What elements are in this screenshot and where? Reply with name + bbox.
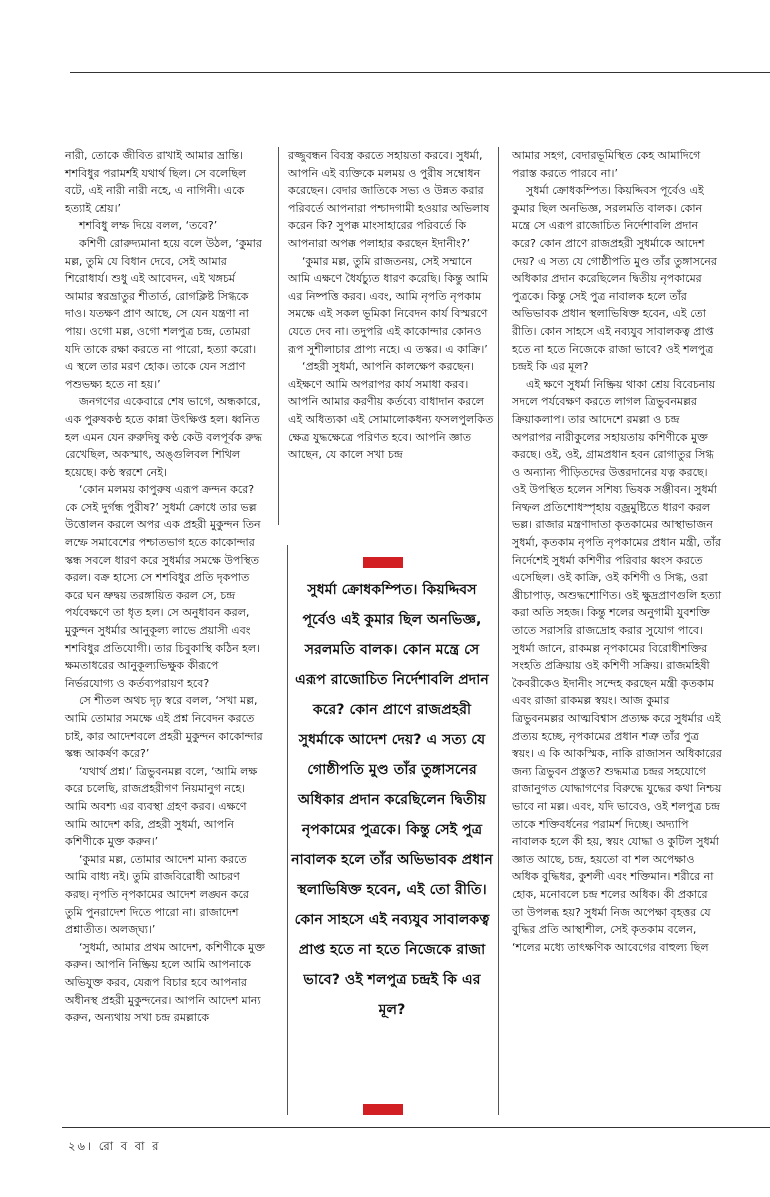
page-footer: ২৬। রো ব বা র xyxy=(68,1139,161,1153)
paragraph: ‘প্রহরী সুধর্মা, আপনি কালক্ষেপ করছেন। এইক্ষণে আমি অপরাপর কার্য সমাধা করব। আপনি আমার করণীয় কর্তব্যে বাধাদান করলে এই অধিত্যকা এই সোমালোকধন্য ফসলপুলকিত ক্ষেত্র যুদ্ধক্ষেত্রে পরিণত হবে। আপনি জ্ঞাত আছেন, যে কালে সখা চন্দ্র xyxy=(288,360,494,462)
paragraph: সে শীতল অথচ দৃঢ় স্বরে বলল, ‘সখা মল্ল, আমি তোমার সমক্ষে এই প্রশ্ন নিবেদন করতে চাই, কার আদেশবলে প্রহরী মুকুন্দন কাকোন্দার স্কন্ধ আকর্ষণ করে?’ xyxy=(65,694,263,761)
paragraph: জনগণের একেবারে শেষ ভাগে, অন্ধকারে, এক পুরুষকণ্ঠ হতে কান্না উৎক্ষিপ্ত হল। ধ্বনিত হল এমন যেন রুরুদিষু কণ্ঠ কেউ বলপূর্বক রুদ্ধ রেখেছিল, অকস্মাৎ, অঙ্গুলিবল শিথিল হয়েছে। কণ্ঠ স্বরশে নেই। xyxy=(65,395,262,479)
column-divider xyxy=(278,147,279,525)
paragraph: রজ্জুবন্ধন বিবস্ত্র করতে সহায়তা করবে। সুধর্মা, আপনি এই ব্যক্তিকে মলময় ও পুরীষ সম্বোধন করেছেন। বেদার জাতিকে সভ্য ও উন্নত করার পরিবর্তে আপনারা পশ্চাদগামী হওয়ার অভিলাষ করেন কি? সুপক্ক মাংসাহারের পরিবর্তে কি আপনারা অপক্ক পলাহার করছেন ইদানীং?’ xyxy=(288,149,490,250)
paragraph: ‘সুধর্মা, আমার প্রথম আদেশ, কশিণীকে মুক্ত করুন। আপনি নিষ্ক্রিয় হলে আমি আপনাকে অভিযুক্ত করব, যেরূপ বিচার হবে আপনার অধীনস্থ প্রহরী মুকুন্দনের। আপনি আদেশ মান্য করুন, অন্যথায় সখা চন্দ্র রমল্লাকে xyxy=(65,940,265,1025)
text-column-3 xyxy=(512,147,722,1122)
pull-quote-bottom-bar xyxy=(363,1104,403,1115)
pull-quote-rule-left xyxy=(287,545,288,1115)
paragraph: শশবিধু লম্ফ দিয়ে বলল, ‘তবে?’ xyxy=(79,219,218,233)
footer-rule xyxy=(62,1127,770,1128)
paragraph: ‘যথার্থ প্রশ্ন।’ ত্রিভুবনমল্ল বলে, ‘আমি লক্ষ করে চলেছি, রাজপ্রহরীগণ নিয়মানুগ নহে। আমি অবশ্য এর ব্যবস্থা গ্রহণ করব। এক্ষণে আমি আদেশ করি, প্রহরী সুধর্মা, আপনি কশিণীকে মুক্ত করুন।’ xyxy=(65,764,258,849)
paragraph: ‘কুমার মল্ল, তোমার আদেশ মান্য করতে আমি বাধ্য নই। তুমি রাজবিরোধী আচরণ করছ। নৃপতি নৃপকামের আদেশ লঙ্ঘন করে তুমি পুনরাদেশ দিতে পারো না। রাজাদেশ প্রশ্নাতীত। অলজ্ঘ্য।’ xyxy=(65,852,249,937)
paragraph: নারী, তোকে জীবিত রাখাই আমার ভ্রান্তি। শশবিধুর পরামর্শই যথার্থ ছিল। সে বলেছিল বটে, এই নারী নারী নহে, এ নাগিনী। একে হত্যাই শ্রেয়।’ xyxy=(65,149,247,215)
column-divider xyxy=(498,147,499,1115)
paragraph: ‘কোন মলময় কাপুরুষ এরূপ ক্রন্দন করে? কে সেই দুর্গন্ধ পুরীষ?’ সুধর্মা ক্রোধে তার ভল্ল উত্তোলন করলে অপর এক প্রহরী মুকুন্দন তিন লম্ফে সমাবেশের পশ্চাতভাগ হতে কাকোন্দার স্কন্ধ সবলে ধারণ করে সুধর্মার সমক্ষে উপস্থিত করল। বক্র হাস্যে সে শশবিধুর প্রতি দৃকপাত করে ঘন ভ্রুদ্বয় তরঙ্গায়িত করল সে, চন্দ্র পর্যবেক্ষণে তা ধৃত হল। সে অনুধাবন করল, মুকুন্দন সুধর্মার আনুকূল্য লাভে প্রয়াসী এবং শশবিধুর প্রতিযোগী। তার চিবুকাস্থি কঠিন হল। ক্ষমতাধরের আনুকূল্যভিক্ষুক কীরূপে নির্ভরযোগ্য ও কর্তব্যপরায়ণ হবে? xyxy=(65,483,261,690)
pull-quote-top-bar xyxy=(363,557,403,568)
paragraph: ‘কুমার মল্ল, তুমি রাজতনয়, সেই সম্মানে আমি এক্ষণে ধৈর্যচ্যুত ধারণ করেছি। কিন্তু আমি এর নিষ্পত্তি করব। এবং, আমি নৃপতি নৃপকাম সমক্ষে এই সকল ভূমিকা নিবেদন কার্য বিস্মরণে যেতে দেব না। তদুপরি এই কাকোন্দার কোনও রূপ সুশীলাচার প্রাপ্য নহে। এ তস্কর। এ কাক্রি।’ xyxy=(288,254,489,356)
paragraph: আমার সহগ, বেদারভূমিস্থিত কেহ আমাদিগে পরাস্ত করতে পারবে না।’ xyxy=(512,149,701,180)
paragraph: এই ক্ষণে সুধর্মা নিষ্ক্রিয় থাকা শ্রেয় বিবেচনায় সদলে পর্যবেক্ষণ করতে লাগল ত্রিভুবনমল্লর ক্রিয়াকলাপ। তার আদেশে রমল্লা ও চন্দ্র অপরাপর নারীকুলের সহায়তায় কশিণীকে মুক্ত করছে। ওই, ওই, গ্রামপ্রধান হবন রোগাতুর সিগ্ধ ও অন্যান্য পীড়িতদের উত্তরদানের যত্ন করছে। ওই উপস্থিত হলেন সশিষ্য ভিষক সঞ্জীবন। সুধর্মা নিষ্ফল প্রতিশোধস্পৃহায় বজ্রমুষ্টিতে ধারণ করল ভল্ল। রাজার মন্ত্রণাদাতা কৃতকামের আস্থাভাজন সুধর্মা, কৃতকাম নৃপতি নৃপকামের প্রধান মন্ত্রী, তাঁর নির্দেশেই সুধর্মা কশিণীর পরিবার ধ্বংস করতে এসেছিল। ওই কাক্রি, ওই কশিণী ও সিগ্ধ, ওরা খ্রীচাপাড়, অশুদ্ধশোণিত। ওই ক্ষুদ্রপ্রাণগুলি হত্যা করা অতি সহজ। কিন্তু শলের অনুগামী যুবশক্তি তাতে সরাসরি রাজদ্রোহ করার সুযোগ পাবে। সুধর্মা জানে, রাকমল্ল নৃপকামের বিরোধীশক্তির সংহতি প্রক্রিয়ায় ওই কশিণী সক্রিয়। রাজমহিষী কৈবরীকেও ইদানীং সন্দেহ করছেন মন্ত্রী কৃতকাম এবং রাজা রাকমল্ল স্বয়ং। আজ কুমার ত্রিভুবনমল্লর আত্মবিশ্বাস প্রত্যক্ষ করে সুধর্মার এই প্রত্যয় হচ্ছে, নৃপকামের প্রধান শত্রু তাঁর পুত্র স্বয়ং। এ কি আকস্মিক, নাকি রাজাসন অধিকারের জন্য ত্রিভুবন প্রস্তুত? শুদ্ধমাত্র চন্দ্রর সহযোগে রাজানুগত যোদ্ধাগণের বিরুদ্ধে যুদ্ধের কথা নিশ্চয় ভাবে না মল্ল। এবং, যদি ভাবেও, ওই শলপুত্র চন্দ্র তাকে শক্তিবর্ধনের পরামর্শ দিচ্ছে। অদ্যাপি নাবালক হলে কী হয়, স্বয়ং যোদ্ধা ও কুটিল সুধর্মা জ্ঞাত আছে, চন্দ্র, হয়তো বা শল অপেক্ষাও অধিক বুদ্ধিধর, কুশলী এবং শক্তিমান। শরীরে না হোক, মনোবলে চন্দ্র শলের অধিক। কী প্রকারে তা উপলব্ধ হয়? সুধর্মা নিজ অপেক্ষা বৃহত্তর যে বুদ্ধির প্রতি আস্থাশীল, সেই কৃতকাম বলেন, ‘শলের মধ্যে তাৎক্ষণিক আবেগের বাহুল্য ছিল xyxy=(512,377,722,954)
text-column-2 xyxy=(288,147,495,533)
text-column-1 xyxy=(65,147,265,1122)
pull-quote: সুধর্মা ক্রোধকম্পিত। কিয়দ্দিবস পূর্বেও এই কুমার ছিল অনভিজ্ঞ, সরলমতি বালক। কোন মন্ত্রে সে এরূপ রাজোচিত নির্দেশাবলি প্রদান করে? কোন প্রাণে রাজপ্রহরী সুধর্মাকে আদেশ দেয়? এ সত্য যে গোষ্ঠীপতি মুণ্ড তাঁর তুঙ্গাসনের অধিকার প্রদান করেছিলেন দ্বিতীয় নৃপকামের পুত্রকে। কিন্তু সেই পুত্র নাবালক হলে তাঁর অভিভাবক প্রধান স্থলাভিষিক্ত হবেন, এই তো রীতি। কোন সাহসে এই নব্যযুব সাবালকত্ব প্রাপ্ত হতে না হতে নিজেকে রাজা ভাবে? ওই শলপুত্র চন্দ্রই কি এর মূল? xyxy=(291,582,493,1018)
paragraph: কশিণী রোরুদ্যমানা হয়ে বলে উঠল, ‘কুমার মল্ল, তুমি যে বিধান দেবে, সেই আমার শিরোধার্য। শুধু এই আবেদন, এই খঙ্গচর্ম আমার স্বরভ্রাতুর শীতার্ত, রোগক্লিষ্ট সিগ্ধকে দাও। যতক্ষণ প্রাণ আছে, সে যেন যন্ত্রণা না পায়। ওগো মল্ল, ওগো শলপুত্র চন্দ্র, তোমরা যদি তাকে রক্ষা করতে না পারো, হত্যা করো। এ স্থলে তার মরণ হোক। তাকে যেন সপ্রাণ পশুভক্ষ্য হতে না হয়।’ xyxy=(65,236,262,391)
paragraph: সুধর্মা ক্রোধকম্পিত। কিয়দ্দিবস পূর্বেও এই কুমার ছিল অনভিজ্ঞ, সরলমতি বালক। কোন মন্ত্রে সে এরূপ রাজোচিত নির্দেশাবলি প্রদান করে? কোন প্রাণে রাজপ্রহরী সুধর্মাকে আদেশ দেয়? এ সত্য যে গোষ্ঠীপতি মুণ্ড তাঁর তুঙ্গাসনের অধিকার প্রদান করেছিলেন দ্বিতীয় নৃপকামের পুত্রকে। কিন্তু সেই পুত্র নাবালক হলে তাঁর অভিভাবক প্রধান স্থলাভিষিক্ত হবেন, এই তো রীতি। কোন সাহসে এই নব্যযুব সাবালকত্ব প্রাপ্ত হতে না হতে নিজেকে রাজা ভাবে? ওই শলপুত্র চন্দ্রই কি এর মূল? xyxy=(512,184,717,374)
header-rule xyxy=(70,72,770,73)
